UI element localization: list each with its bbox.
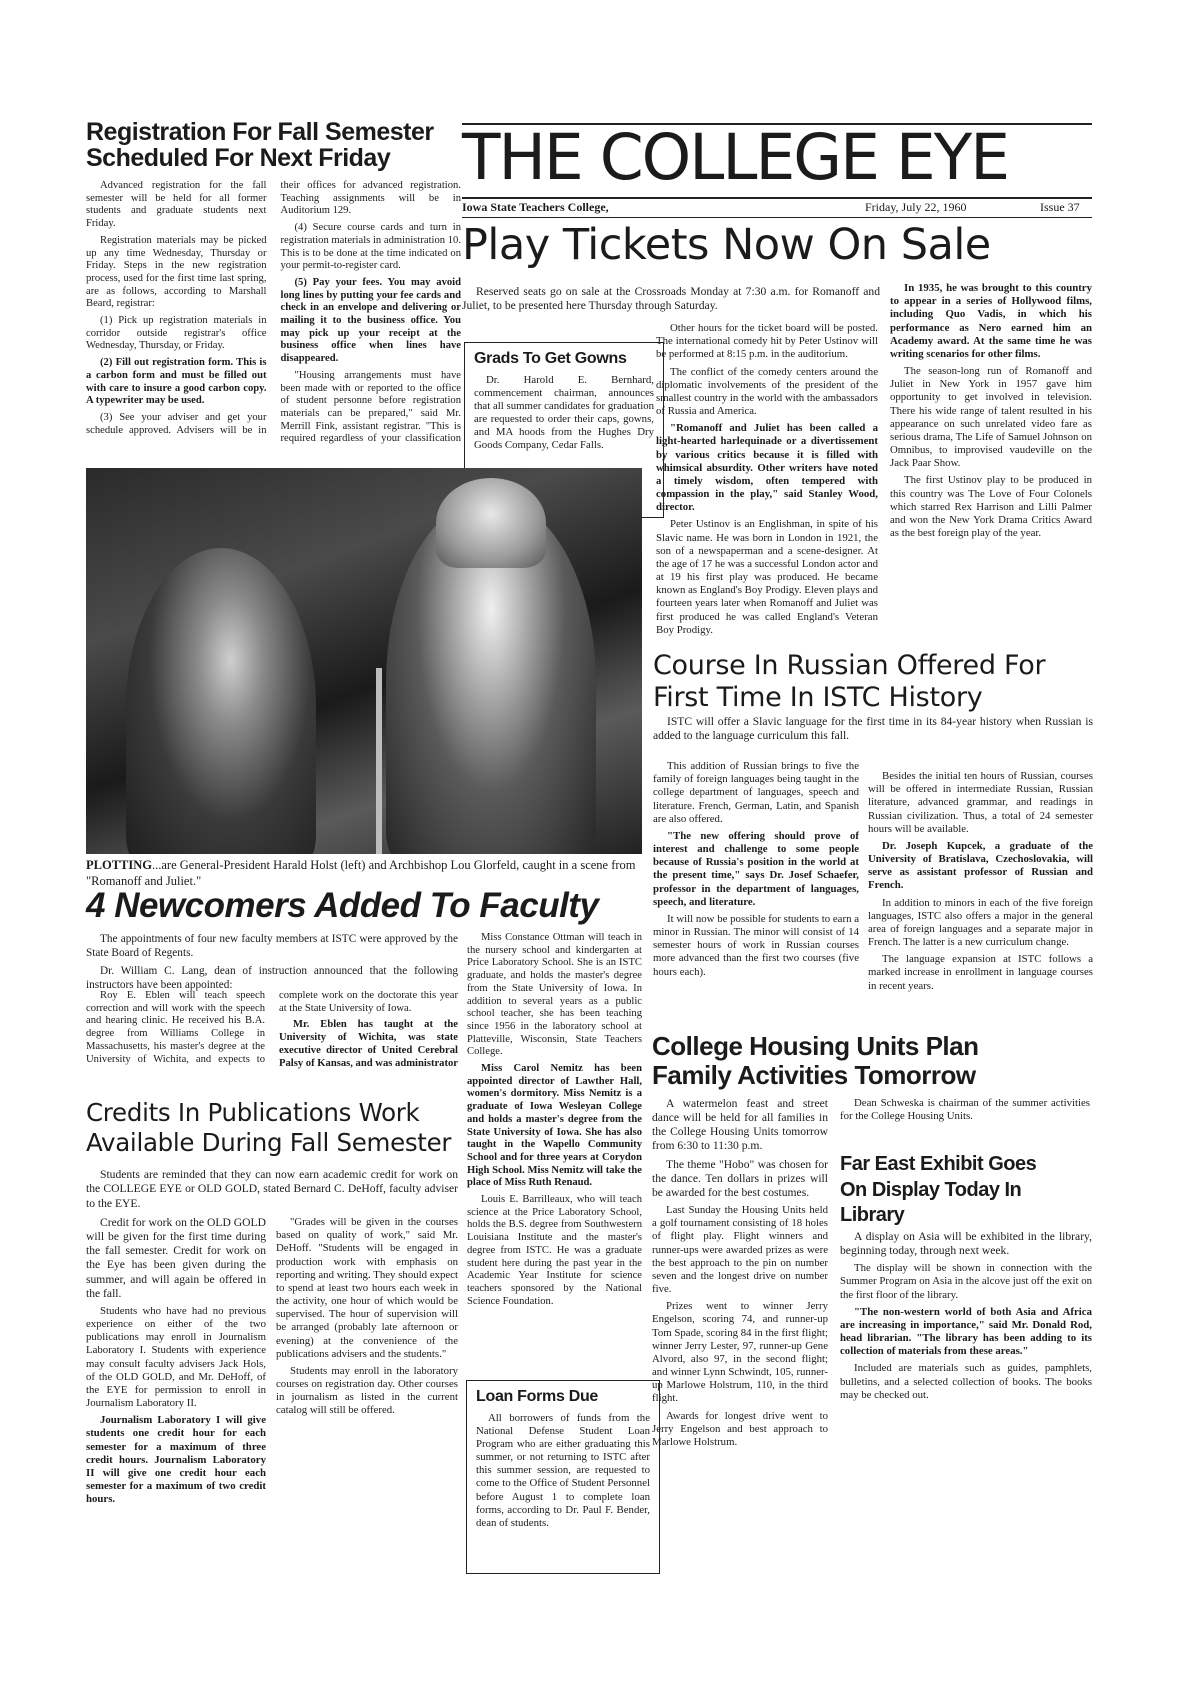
- play-paragraph: The conflict of the comedy centers around the diplomatic involvements of the president of the smallest country in the world with the ambassadors of Russia and America.: [656, 365, 878, 418]
- credits-paragraph: "Grades will be given in the courses based on quality of work," said Mr. DeHoff. "Students will be engaged in production work with emphasis on reporting and writing. They should expect to spend at least two hours each week in the activity, one hour of which would be supervised. The hour of supervision will be arranged (probably late afternoon or evening) at the convenience of the publications advisers and the students.": [276, 1216, 458, 1360]
- masthead-title: THE COLLEGE EYE: [462, 121, 1009, 194]
- russian-paragraph: ISTC will offer a Slavic language for the first time in its 84-year history when Russian is added to the language curriculum this fall.: [653, 715, 1093, 743]
- registration-story: [86, 180, 461, 450]
- credits-paragraph: Students may enroll in the laboratory courses on registration day. Other courses in journalism as listed in the current catalog will still be offered.: [276, 1364, 458, 1417]
- play-scene-photo: [86, 468, 642, 854]
- masthead-date: Friday, July 22, 1960: [865, 200, 967, 214]
- russian-story-col-2: [868, 770, 1093, 1022]
- photo-caption-text: ...are General-President Harald Holst (left) and Archbishop Lou Glorfeld, caught in a scene from "Romanoff and Juliet.": [86, 858, 636, 888]
- russian-paragraph: In addition to minors in each of the five foreign languages, ISTC also offers a major in the general area of foreign languages and a separate major in French. The latter is a new curriculum change.: [868, 896, 1093, 949]
- faculty-headline: 4 Newcomers Added To Faculty: [86, 886, 599, 925]
- fareast-story: [840, 1230, 1092, 1566]
- registration-step-4: (4) Secure course cards and turn in registration materials in administration 10. This is to be done at the time indicated on your permit-to-register card.: [280, 222, 461, 272]
- russian-paragraph: Besides the initial ten hours of Russian, courses will be offered in intermediate Russian, Russian literature, advanced grammar, and readings in Russian civilization. Thus, a total of 24 semester hours will be available.: [868, 770, 1093, 835]
- credits-lead: [86, 1168, 458, 1215]
- faculty-paragraph: Mr. Eblen has taught at the University of Wichita, was state executive director of United Cerebral Palsy of Kansas, and was administrator: [279, 1019, 458, 1069]
- credits-paragraph: Credit for work on the OLD GOLD will be given for the first time during the fall semester. Credit for work on the Eye has been given during the summer, and will again be offered in the fall.: [86, 1216, 266, 1300]
- fareast-paragraph: "The non-western world of both Asia and Africa are increasing in importance," said Mr. Donald Rod, head librarian. "The library has been adding to its collection of materials from these areas.": [840, 1305, 1092, 1358]
- archbishop-mitre: [436, 478, 546, 568]
- faculty-lead: [86, 932, 458, 996]
- masthead-bottom-rule: [462, 217, 1092, 218]
- russian-headline: Course In Russian Offered For First Time In ISTC History: [653, 650, 1046, 713]
- housing-headline: College Housing Units Plan Family Activities Tomorrow: [652, 1031, 979, 1091]
- credits-story-col-1: [86, 1216, 266, 1576]
- play-paragraph: Peter Ustinov is an Englishman, in spite of his Slavic name. He was born in London in 1921, the son of a newspaperman and a scene-designer. At the age of 17 he was a successful London actor and at 19 his first play was produced. He became known as England's Boy Prodigy. Eleven plays and fourteen years later when Romanoff and Juliet was first produced he was called England's Veteran Boy Prodigy.: [656, 518, 878, 636]
- play-lead: [462, 285, 880, 318]
- credits-story-col-2: [276, 1216, 458, 1576]
- faculty-paragraph: Miss Carol Nemitz has been appointed director of Lawther Hall, women's dormitory. Miss Nemitz is a graduate of Iowa Wesleyan College and holds a master's degree from the State University of Iowa. She has also taught in the Wapello Community School and for three years at Corydon High School. Miss Nemitz will take the place of Miss Ruth Renaud.: [467, 1063, 642, 1189]
- fareast-headline: Far East Exhibit Goes On Display Today In Library: [840, 1153, 1037, 1227]
- play-headline: Play Tickets Now On Sale: [462, 220, 991, 270]
- russian-paragraph: This addition of Russian brings to five the family of foreign languages being taught in the college department of languages, speech and literature. French, German, Latin, and Spanish are also offered.: [653, 760, 859, 825]
- russian-paragraph: The language expansion at ISTC follows a marked increase in enrollment in language courses in recent years.: [868, 953, 1093, 992]
- russian-paragraph: It will now be possible for students to earn a minor in Russian. The minor will consist of 14 semester hours of work in Russian courses more advanced than the first two courses (five hours each).: [653, 912, 859, 978]
- housing-paragraph: The theme "Hobo" was chosen for the dance. Ten dollars in prizes will be awarded for the best costumes.: [652, 1157, 828, 1199]
- play-paragraph: Reserved seats go on sale at the Crossroads Monday at 7:30 a.m. for Romanoff and Juliet, to be presented here Thursday through Saturday.: [462, 285, 880, 313]
- play-paragraph: Other hours for the ticket board will be posted. The international comedy hit by Peter Ustinov will be performed at 8:15 p.m. in the auditorium.: [656, 322, 878, 361]
- masthead-mid-rule: [462, 197, 1092, 199]
- loan-text: All borrowers of funds from the National Defense Student Loan Program who are either graduating this summer, or not returning to ISTC after this summer session, are requested to come to the Office of Student Personnel before August 1 to complete loan forms, according to Dr. Paul F. Bender, dean of students.: [476, 1411, 650, 1529]
- registration-paragraph: Registration materials may be picked up any time Wednesday, Thursday or Friday. Steps in the new registration process, used for the first time last spring, are as follows, according to Marshall Beard, registrar:: [86, 234, 267, 310]
- faculty-paragraph: Roy E. Eblen will teach speech correction and will work with the speech and hearing clinic. He received his B.A. degree from Williams College in Massachusetts, his master's degree at the University of Wichita, and expects to complete work on the doctorate this year at the State University of Iowa.: [86, 990, 458, 1065]
- play-paragraph: In 1935, he was brought to this country to appear in a series of Hollywood films, including Quo Vadis, in which his performance as Nero earned him an Academy award. At the same time he was writing scenarios for other films.: [890, 282, 1092, 360]
- registration-step-1: (1) Pick up registration materials in corridor outside registrar's office Wednesday, Thursday, or Friday.: [86, 315, 267, 352]
- credits-headline: Credits In Publications Work Available During Fall Semester: [86, 1098, 452, 1157]
- russian-story-col-1: [653, 760, 859, 1022]
- faculty-paragraph: Louis E. Barrilleaux, who will teach science at the Price Laboratory School, holds the B.S. degree from Southwestern Louisiana Institute and the master's degree from ISTC. He was a graduate student here during the past year in the Academic Year Institute for science teachers sponsored by the National Science Foundation.: [467, 1194, 642, 1307]
- registration-paragraph: Advanced registration for the fall semester will be held for all former students and graduate students next Friday.: [86, 180, 267, 230]
- russian-paragraph: "The new offering should prove of interest and challenge to some people because of Russia's position in the world at the present time," says Dr. Josef Schaefer, professor in the department of languages, speech, and literature.: [653, 829, 859, 908]
- loan-box: [466, 1380, 660, 1574]
- housing-paragraph: Dean Schweska is chairman of the summer activities for the College Housing Units.: [840, 1097, 1090, 1123]
- faculty-story: [86, 990, 458, 1088]
- fareast-paragraph: A display on Asia will be exhibited in the library, beginning today, through next week.: [840, 1230, 1092, 1258]
- registration-quote: "Housing arrangements must have been made with or reported to the office of student personne before registration materials can be prepared," said Mr. Merrill Fink, assistant registrar. "This is required regardless of your classification: [280, 369, 461, 445]
- photo-caption-lead: PLOTTING: [86, 858, 152, 872]
- russian-lead: [653, 715, 1093, 748]
- masthead-school: Iowa State Teachers College,: [462, 200, 609, 214]
- play-paragraph: The season-long run of Romanoff and Juliet in New York in 1957 gave him opportunity to get involved in television. There his wide range of talent resulted in his appearance on such unrelated video fare as serious drama, The Life of Samuel Johnson on Omnibus, to improvised vaudeville on the Jack Paar Show.: [890, 365, 1092, 470]
- grads-text: Dr. Harold E. Bernhard, commencement chairman, announces that all summer candidates for graduation are requested to order their caps, gowns, and MA hoods from the Hughes Dry Goods Company, Cedar Falls.: [474, 373, 654, 452]
- archbishop-staff: [376, 668, 382, 854]
- fareast-paragraph: Included are materials such as guides, pamphlets, bulletins, and a selected collection of books. The books may be checked out.: [840, 1362, 1092, 1401]
- credits-paragraph: Students are reminded that they can now earn academic credit for work on the COLLEGE EYE or OLD GOLD, stated Bernard C. DeHoff, faculty adviser to the EYE.: [86, 1168, 458, 1210]
- play-story-col-1: [656, 322, 878, 668]
- registration-headline: Registration For Fall Semester Scheduled For Next Friday: [86, 118, 434, 172]
- faculty-paragraph: The appointments of four new faculty members at ISTC were approved by the State Board of Regents.: [86, 933, 458, 959]
- fareast-paragraph: The display will be shown in connection with the Summer Program on Asia in the alcove just off the exit on the first floor of the library.: [840, 1262, 1092, 1301]
- registration-step-3: (3) See your adviser and get your schedule approved. Advisers will be in their offices for advanced registration. Teaching assignments will be in Auditorium 129.: [86, 180, 461, 436]
- registration-step-5: (5) Pay your fees. You may avoid long lines by putting your fee cards and check in an envelope and delivering or mailing it to the business office. You may pick up your receipt at the business office when lines have disappeared.: [280, 276, 461, 365]
- credits-paragraph: Journalism Laboratory I will give students one credit hour for each semester for a maximum of three credit hours. Journalism Laboratory II will give one credit hour each semester for a maximum of two credit hours.: [86, 1414, 266, 1506]
- housing-paragraph: Last Sunday the Housing Units held a golf tournament consisting of 18 holes of flight play. Flight winners and runner-ups were awarded prizes as were the best approach to the pin on number seven and the longest drive on number five.: [652, 1203, 828, 1296]
- play-paragraph: "Romanoff and Juliet has been called a light-hearted harlequinade or a divertissement by various critics because it is filled with whimsical absurdity. Other writers have noted a timely wisdom, often tempered with compassion in the play," said Stanley Wood, director.: [656, 422, 878, 514]
- housing-paragraph: Prizes went to winner Jerry Engelson, scoring 74, and runner-up Tom Spade, scoring 84 in the first flight; winner Jerry Lester, 97, runner-up Gene Alvord, also 97, in the second flight; and winner Lynn Schwindt, 105, runner-up Marlowe Holstrum, 110, in the third flight.: [652, 1300, 828, 1405]
- grads-headline: Grads To Get Gowns: [474, 350, 627, 367]
- photo-caption: [86, 858, 642, 889]
- play-paragraph: The first Ustinov play to be produced in this country was The Love of Four Colonels which starred Rex Harrison and Lilli Palmer and won the New York Drama Critics Award as the best foreign play of the year.: [890, 474, 1092, 540]
- housing-paragraph: A watermelon feast and street dance will be held for all families in the College Housing Units tomorrow from 6:30 to 11:30 p.m.: [652, 1097, 828, 1153]
- housing-story-col-1: [652, 1097, 828, 1567]
- registration-step-2: (2) Fill out registration form. This is a carbon form and must be filled out with care to insure a good carbon copy. A typewriter may be used.: [86, 357, 267, 407]
- masthead-issue: Issue 37: [1040, 200, 1080, 214]
- play-story-col-2: [890, 282, 1092, 662]
- general-president-figure: [126, 548, 316, 854]
- loan-headline: Loan Forms Due: [476, 1388, 599, 1405]
- russian-paragraph: Dr. Joseph Kupcek, a graduate of the University of Bratislava, Czechoslovakia, will serve as assistant professor of Russian and French.: [868, 839, 1093, 892]
- housing-story-col-2: [840, 1097, 1090, 1143]
- faculty-paragraph: Miss Constance Ottman will teach in the nursery school and kindergarten at Price Laboratory School. She is an ISTC graduate, and holds the master's degree from the State University of Iowa. In addition to several years as a public school teacher, she has been teaching since 1956 in the laboratory school at Platteville, Wisconsin, State Teachers College.: [467, 932, 642, 1058]
- faculty-paragraph: Dr. William C. Lang, dean of instruction announced that the following instructors have been appointed:: [86, 965, 458, 991]
- housing-paragraph: Awards for longest drive went to Jerry Engelson and best approach to Marlowe Holstrum.: [652, 1409, 828, 1448]
- credits-paragraph: Students who have had no previous experience on either of the two publications may enroll in Journalism Laboratory I. Students with experience may consult faculty advisers Jack Hols, of the OLD GOLD, and Mr. DeHoff, of the EYE for permission to enroll in Journalism Laboratory II.: [86, 1304, 266, 1410]
